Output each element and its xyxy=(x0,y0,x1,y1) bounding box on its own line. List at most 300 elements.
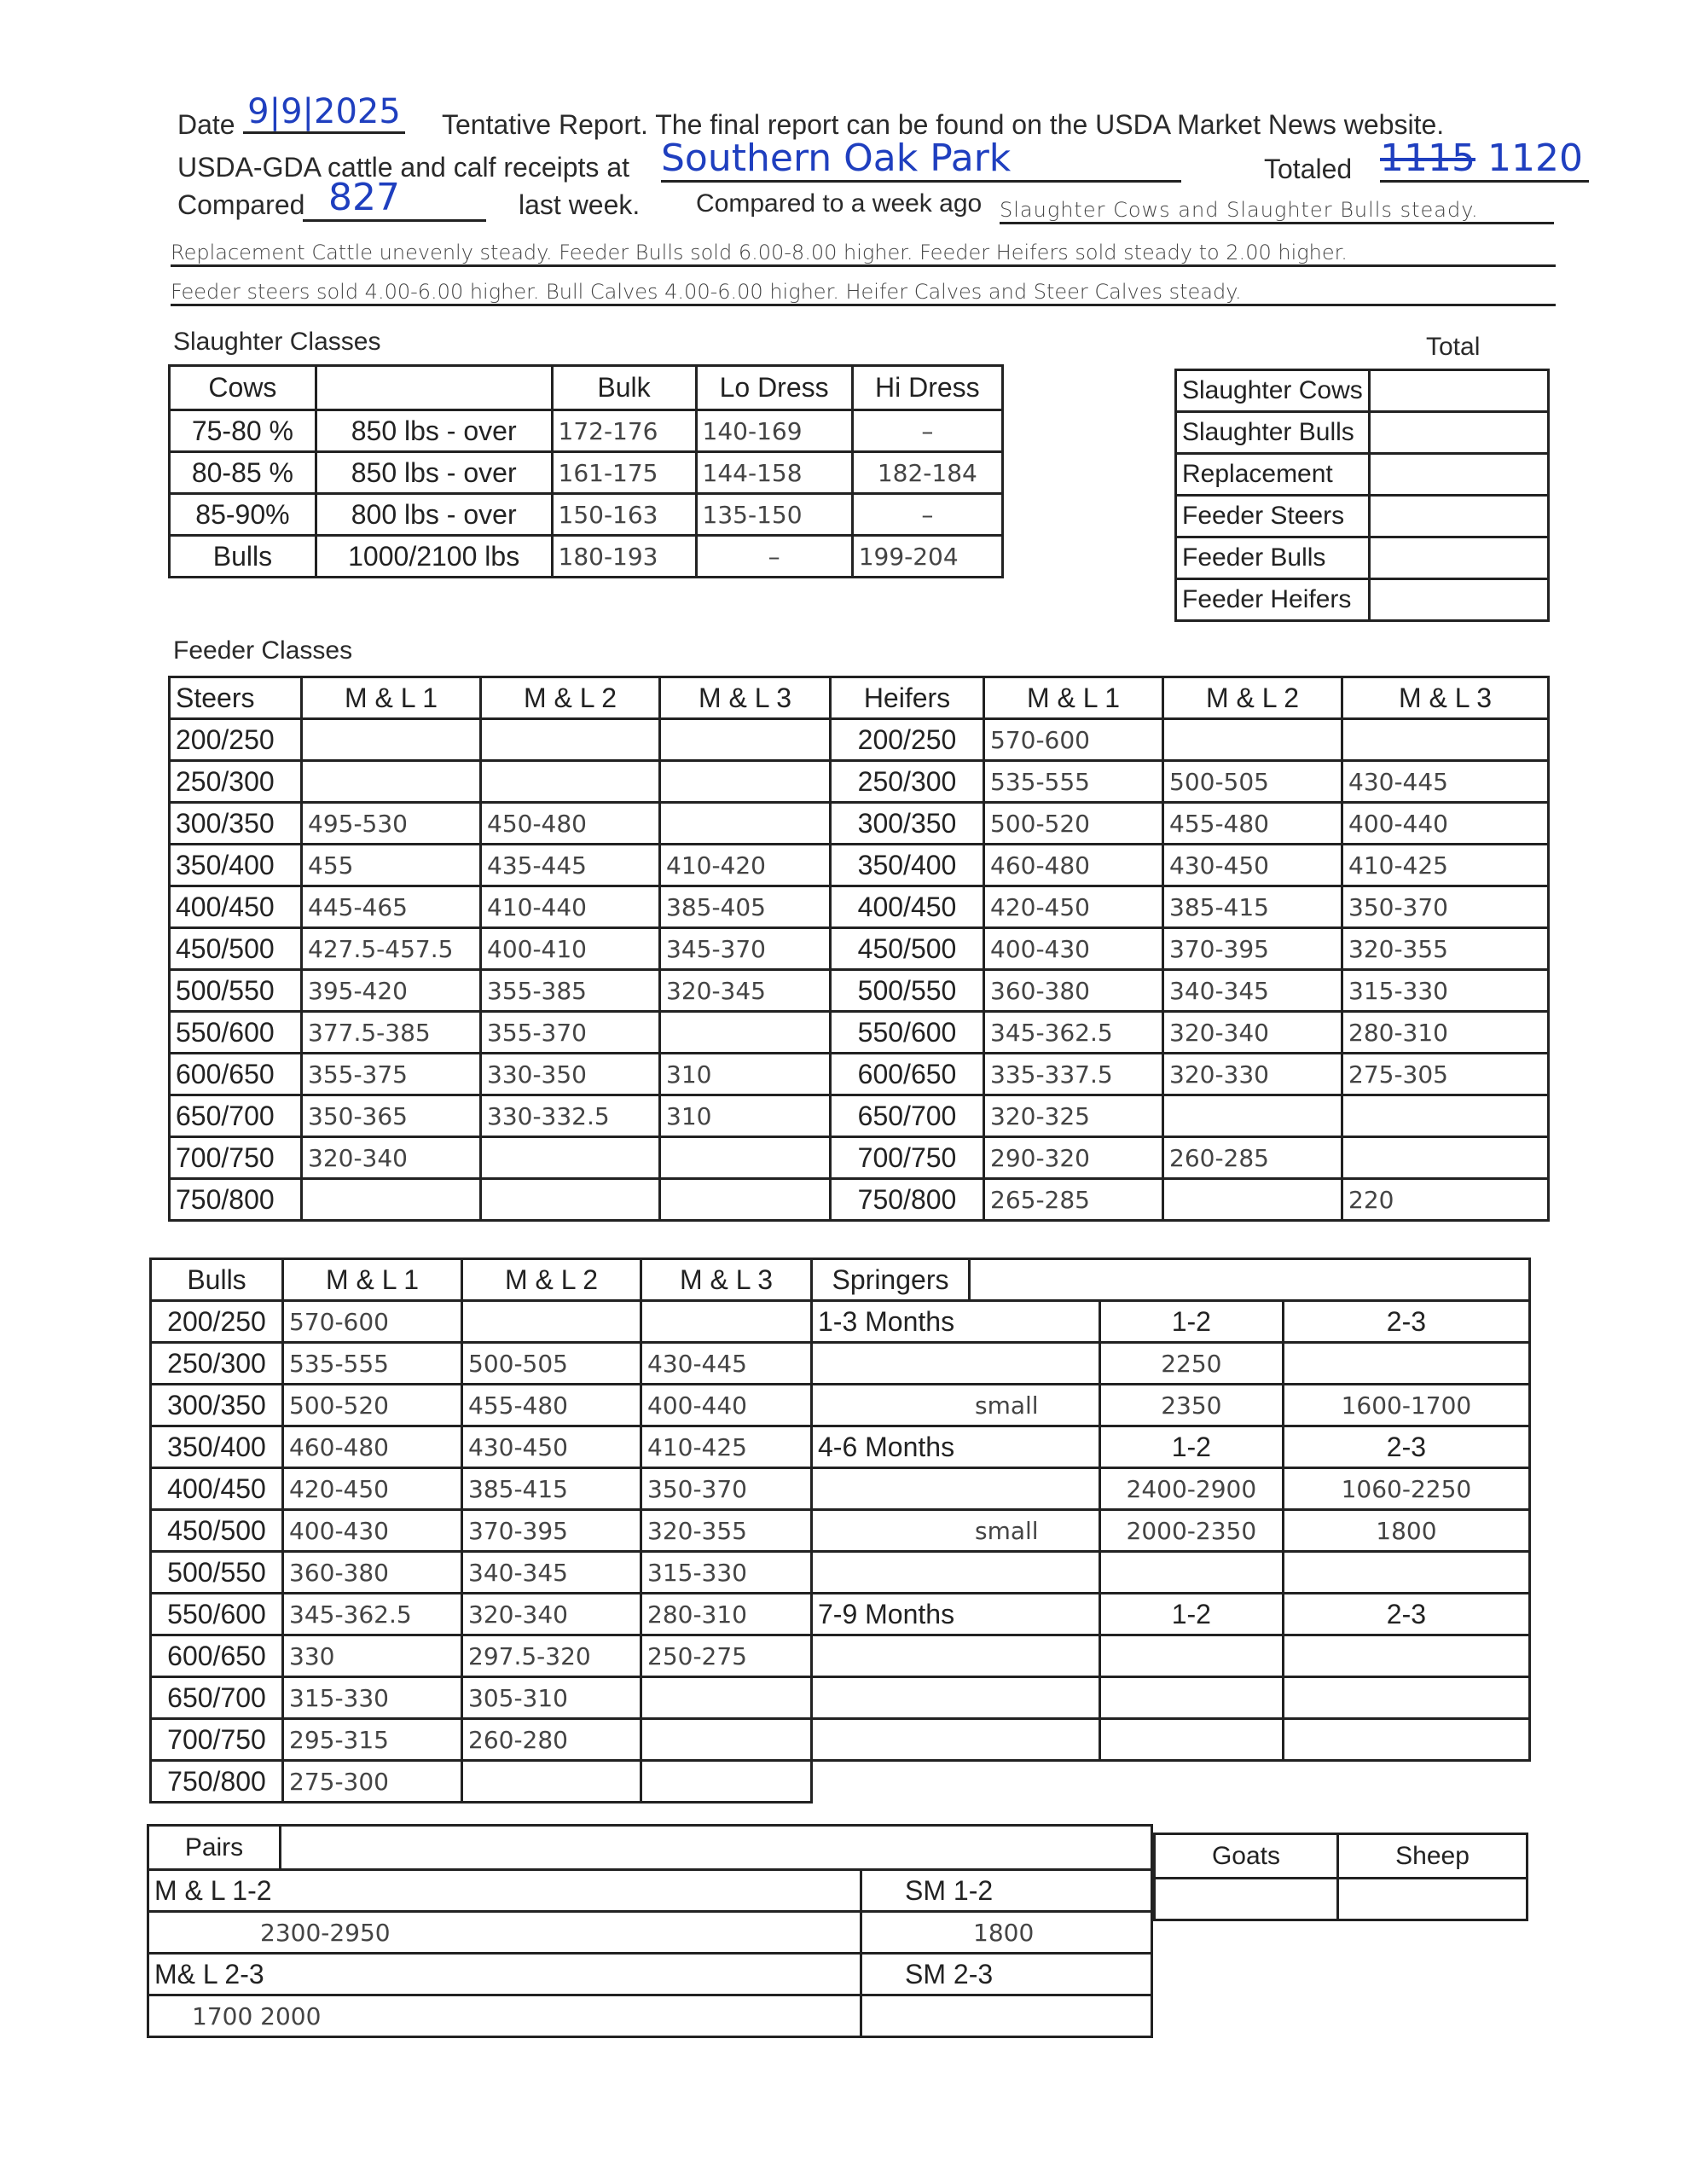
heifer-weight-cell: 200/250 xyxy=(831,719,984,761)
heifer-ml3-cell: 220 xyxy=(1342,1179,1549,1221)
table-row xyxy=(151,1385,1530,1426)
heifer-ml2-cell: 340-345 xyxy=(1163,970,1342,1012)
grade-cell: 85-90% xyxy=(170,494,316,536)
bull-ml2-cell xyxy=(462,1761,641,1803)
steer-ml2-cell xyxy=(481,761,660,803)
table-row xyxy=(1176,537,1549,579)
slaughter-section-title: Slaughter Classes xyxy=(173,328,381,356)
heifer-ml2-cell: 370-395 xyxy=(1163,928,1342,970)
steer-weight-cell: 600/650 xyxy=(170,1054,302,1095)
bull-ml2-cell: 297.5-320 xyxy=(462,1635,641,1677)
report-notice: Tentative Report. The final report can be found on the USDA Market News website. xyxy=(442,109,1445,140)
springers-1-2-cell: 2250 xyxy=(1099,1343,1283,1385)
steer-weight-cell: 300/350 xyxy=(170,803,302,845)
total-value[interactable] xyxy=(1369,496,1548,537)
steer-weight-cell: 450/500 xyxy=(170,928,302,970)
lo-dress-cell: 135-150 xyxy=(696,494,852,536)
springers-1-2-cell xyxy=(1099,1635,1283,1677)
springers-note-cell xyxy=(812,1552,1100,1594)
week-ago-label: Compared to a week ago xyxy=(696,189,983,218)
springers-header: Springers xyxy=(812,1259,970,1301)
grade-cell: Bulls xyxy=(170,536,316,578)
table-row xyxy=(148,1995,1152,2037)
bull-ml2-cell: 260-280 xyxy=(462,1719,641,1761)
heifer-ml1-cell: 345-362.5 xyxy=(984,1012,1163,1054)
table-row xyxy=(1176,370,1549,412)
steer-weight-cell: 500/550 xyxy=(170,970,302,1012)
springers-note-cell xyxy=(812,1719,1100,1761)
weight-cell: 850 lbs - over xyxy=(316,452,552,494)
weight-cell: 850 lbs - over xyxy=(316,410,552,452)
heifer-weight-cell: 550/600 xyxy=(831,1012,984,1054)
col-header: M & L 3 xyxy=(1342,677,1549,719)
total-label: Slaughter Bulls xyxy=(1176,412,1370,454)
springers-2-3-cell: 2-3 xyxy=(1283,1594,1529,1635)
total-value[interactable] xyxy=(1369,537,1548,579)
heifer-ml3-cell xyxy=(1342,719,1549,761)
steer-ml1-cell: 455 xyxy=(302,845,481,886)
steer-ml3-cell xyxy=(660,803,831,845)
col-header: M & L 2 xyxy=(462,1259,641,1301)
pairs-label: M & L 1-2 xyxy=(148,1870,861,1912)
heifer-weight-cell: 450/500 xyxy=(831,928,984,970)
steer-ml1-cell: 320-340 xyxy=(302,1137,481,1179)
springers-note-cell: small xyxy=(812,1385,1100,1426)
goats-sheep-table xyxy=(1153,1833,1528,1921)
table-header-row xyxy=(1155,1834,1528,1879)
table-row xyxy=(151,1301,1530,1343)
sheep-header: Sheep xyxy=(1338,1834,1528,1879)
heifer-weight-cell: 300/350 xyxy=(831,803,984,845)
steer-weight-cell: 400/450 xyxy=(170,886,302,928)
steer-ml2-cell xyxy=(481,1137,660,1179)
springers-2-3-cell xyxy=(1283,1719,1529,1761)
steer-ml1-cell: 445-465 xyxy=(302,886,481,928)
bulls-springers-table xyxy=(149,1258,1531,1804)
bull-ml2-cell: 320-340 xyxy=(462,1594,641,1635)
heifer-ml3-cell: 410-425 xyxy=(1342,845,1549,886)
slaughter-table xyxy=(168,364,1004,578)
pairs-label: SM 2-3 xyxy=(861,1954,1152,1995)
total-value[interactable] xyxy=(1369,579,1548,621)
bull-ml3-cell: 250-275 xyxy=(641,1635,812,1677)
pairs-header-blank xyxy=(281,1826,1152,1870)
table-row xyxy=(148,1912,1152,1954)
bull-ml3-cell xyxy=(641,1761,812,1803)
heifer-ml1-cell: 400-430 xyxy=(984,928,1163,970)
springers-1-2-cell: 1-2 xyxy=(1099,1301,1283,1343)
springers-note-cell xyxy=(812,1468,1100,1510)
bull-ml3-cell xyxy=(641,1677,812,1719)
grade-cell: 75-80 % xyxy=(170,410,316,452)
heifer-ml2-cell: 500-505 xyxy=(1163,761,1342,803)
heifer-ml2-cell: 385-415 xyxy=(1163,886,1342,928)
heifer-ml3-cell: 350-370 xyxy=(1342,886,1549,928)
table-row xyxy=(170,410,1003,452)
pairs-value xyxy=(861,1995,1152,2037)
heifer-ml1-cell: 535-555 xyxy=(984,761,1163,803)
heifer-ml2-cell: 320-340 xyxy=(1163,1012,1342,1054)
heifer-ml1-cell: 290-320 xyxy=(984,1137,1163,1179)
steer-ml1-cell: 350-365 xyxy=(302,1095,481,1137)
steer-ml1-cell: 495-530 xyxy=(302,803,481,845)
springers-age-label: 1-3 Months xyxy=(812,1301,1100,1343)
springers-1-2-cell: 1-2 xyxy=(1099,1594,1283,1635)
steer-ml1-cell: 395-420 xyxy=(302,970,481,1012)
heifer-ml2-cell: 260-285 xyxy=(1163,1137,1342,1179)
col-header: M & L 1 xyxy=(302,677,481,719)
col-header: M & L 3 xyxy=(660,677,831,719)
goats-header: Goats xyxy=(1155,1834,1338,1879)
bull-ml3-cell: 280-310 xyxy=(641,1594,812,1635)
springers-1-2-cell xyxy=(1099,1552,1283,1594)
sheep-value[interactable] xyxy=(1338,1879,1528,1920)
weight-cell: 1000/2100 lbs xyxy=(316,536,552,578)
hi-dress-cell: – xyxy=(852,410,1002,452)
springers-note-cell: small xyxy=(812,1510,1100,1552)
table-row xyxy=(170,1179,1549,1221)
springers-1-2-cell xyxy=(1099,1719,1283,1761)
table-header-row xyxy=(170,677,1549,719)
steer-weight-cell: 550/600 xyxy=(170,1012,302,1054)
lo-dress-cell: 140-169 xyxy=(696,410,852,452)
heifer-weight-cell: 400/450 xyxy=(831,886,984,928)
bull-ml3-cell: 315-330 xyxy=(641,1552,812,1594)
table-row xyxy=(151,1426,1530,1468)
steer-ml3-cell xyxy=(660,761,831,803)
heifer-weight-cell: 650/700 xyxy=(831,1095,984,1137)
steer-ml2-cell: 355-370 xyxy=(481,1012,660,1054)
steer-weight-cell: 250/300 xyxy=(170,761,302,803)
table-header-row xyxy=(151,1259,1530,1301)
springers-1-2-cell: 1-2 xyxy=(1099,1426,1283,1468)
springers-2-3-cell xyxy=(1283,1343,1529,1385)
bulk-cell: 150-163 xyxy=(552,494,696,536)
steer-ml1-cell xyxy=(302,761,481,803)
bull-ml2-cell: 385-415 xyxy=(462,1468,641,1510)
heifer-ml2-cell xyxy=(1163,1095,1342,1137)
steer-ml2-cell: 450-480 xyxy=(481,803,660,845)
heifer-ml1-cell: 500-520 xyxy=(984,803,1163,845)
lo-dress-cell: 144-158 xyxy=(696,452,852,494)
heifer-ml2-cell: 455-480 xyxy=(1163,803,1342,845)
heifer-ml3-cell xyxy=(1342,1095,1549,1137)
col-header: Cows xyxy=(170,366,316,410)
col-header: Steers xyxy=(170,677,302,719)
steer-ml2-cell: 355-385 xyxy=(481,970,660,1012)
bull-weight-cell: 400/450 xyxy=(151,1468,283,1510)
bull-ml1-cell: 295-315 xyxy=(283,1719,462,1761)
heifer-weight-cell: 700/750 xyxy=(831,1137,984,1179)
total-value[interactable] xyxy=(1369,370,1548,412)
heifer-ml1-cell: 460-480 xyxy=(984,845,1163,886)
table-row xyxy=(1176,496,1549,537)
bull-weight-cell: 700/750 xyxy=(151,1719,283,1761)
steer-weight-cell: 700/750 xyxy=(170,1137,302,1179)
bull-weight-cell: 250/300 xyxy=(151,1343,283,1385)
table-header-row xyxy=(170,366,1003,410)
heifer-ml2-cell: 320-330 xyxy=(1163,1054,1342,1095)
col-header: Lo Dress xyxy=(696,366,852,410)
heifer-ml3-cell: 400-440 xyxy=(1342,803,1549,845)
springers-2-3-cell: 1600-1700 xyxy=(1283,1385,1529,1426)
steer-ml3-cell xyxy=(660,1179,831,1221)
table-row xyxy=(170,719,1549,761)
bull-ml1-cell: 330 xyxy=(283,1635,462,1677)
table-row xyxy=(170,928,1549,970)
totaled-label: Totaled xyxy=(1264,154,1353,184)
bull-ml2-cell xyxy=(462,1301,641,1343)
bull-ml1-cell: 420-450 xyxy=(283,1468,462,1510)
table-row xyxy=(170,1137,1549,1179)
bull-ml2-cell: 500-505 xyxy=(462,1343,641,1385)
bull-ml3-cell: 410-425 xyxy=(641,1426,812,1468)
table-row xyxy=(151,1594,1530,1635)
bulk-cell: 180-193 xyxy=(552,536,696,578)
total-label: Slaughter Cows xyxy=(1176,370,1370,412)
date-label: Date xyxy=(177,109,235,140)
bull-ml1-cell: 535-555 xyxy=(283,1343,462,1385)
last-week-label: last week. xyxy=(519,189,641,220)
springers-1-2-cell: 2000-2350 xyxy=(1099,1510,1283,1552)
heifer-ml1-cell: 420-450 xyxy=(984,886,1163,928)
hi-dress-cell: 199-204 xyxy=(852,536,1002,578)
total-label: Feeder Bulls xyxy=(1176,537,1370,579)
bull-ml1-cell: 400-430 xyxy=(283,1510,462,1552)
bull-ml3-cell: 400-440 xyxy=(641,1385,812,1426)
table-row xyxy=(148,1954,1152,1995)
springers-2-3-cell xyxy=(1283,1635,1529,1677)
heifer-ml1-cell: 265-285 xyxy=(984,1179,1163,1221)
steer-ml2-cell: 400-410 xyxy=(481,928,660,970)
totaled-corrected-value: 1120 xyxy=(1487,136,1583,180)
steer-ml1-cell xyxy=(302,719,481,761)
lo-dress-cell: – xyxy=(696,536,852,578)
bulk-cell: 161-175 xyxy=(552,452,696,494)
springers-age-label: 4-6 Months xyxy=(812,1426,1100,1468)
bulk-cell: 172-176 xyxy=(552,410,696,452)
bull-weight-cell: 200/250 xyxy=(151,1301,283,1343)
table-row xyxy=(1176,412,1549,454)
steer-weight-cell: 200/250 xyxy=(170,719,302,761)
table-row xyxy=(1176,579,1549,621)
steer-ml3-cell: 310 xyxy=(660,1054,831,1095)
total-value[interactable] xyxy=(1369,454,1548,496)
steer-weight-cell: 750/800 xyxy=(170,1179,302,1221)
table-row xyxy=(170,1095,1549,1137)
table-row xyxy=(151,1761,1530,1803)
bull-weight-cell: 600/650 xyxy=(151,1635,283,1677)
pairs-header: Pairs xyxy=(148,1826,281,1870)
table-row xyxy=(170,536,1003,578)
heifer-ml3-cell: 320-355 xyxy=(1342,928,1549,970)
total-value[interactable] xyxy=(1369,412,1548,454)
steer-ml2-cell xyxy=(481,719,660,761)
springers-note-cell xyxy=(812,1343,1100,1385)
springers-2-3-cell: 1060-2250 xyxy=(1283,1468,1529,1510)
col-header: M & L 2 xyxy=(1163,677,1342,719)
table-row xyxy=(170,803,1549,845)
heifer-ml2-cell: 430-450 xyxy=(1163,845,1342,886)
springers-2-3-cell xyxy=(1283,1552,1529,1594)
heifer-weight-cell: 750/800 xyxy=(831,1179,984,1221)
compared-value: 827 xyxy=(303,176,486,222)
table-row xyxy=(151,1510,1530,1552)
goats-value[interactable] xyxy=(1155,1879,1338,1920)
table-row xyxy=(170,845,1549,886)
bull-weight-cell: 500/550 xyxy=(151,1552,283,1594)
col-header: M & L 1 xyxy=(283,1259,462,1301)
steer-ml3-cell: 410-420 xyxy=(660,845,831,886)
heifer-ml3-cell: 315-330 xyxy=(1342,970,1549,1012)
table-row xyxy=(1176,454,1549,496)
springers-age-label: 7-9 Months xyxy=(812,1594,1100,1635)
totals-table xyxy=(1174,369,1550,622)
springers-note-cell xyxy=(812,1635,1100,1677)
steer-ml2-cell: 435-445 xyxy=(481,845,660,886)
hi-dress-cell: – xyxy=(852,494,1002,536)
bull-ml3-cell: 320-355 xyxy=(641,1510,812,1552)
heifer-weight-cell: 500/550 xyxy=(831,970,984,1012)
col-header: M & L 2 xyxy=(481,677,660,719)
steer-ml3-cell xyxy=(660,719,831,761)
steer-ml3-cell: 385-405 xyxy=(660,886,831,928)
table-row xyxy=(170,1054,1549,1095)
heifer-ml3-cell: 275-305 xyxy=(1342,1054,1549,1095)
col-header xyxy=(316,366,552,410)
springers-1-2-cell xyxy=(1099,1677,1283,1719)
col-header: Hi Dress xyxy=(852,366,1002,410)
steer-ml2-cell: 410-440 xyxy=(481,886,660,928)
steer-ml2-cell xyxy=(481,1179,660,1221)
bull-ml1-cell: 345-362.5 xyxy=(283,1594,462,1635)
springers-header-blank xyxy=(970,1259,1530,1301)
table-row xyxy=(151,1719,1530,1761)
bull-ml2-cell: 340-345 xyxy=(462,1552,641,1594)
total-label: Replacement xyxy=(1176,454,1370,496)
heifer-ml1-cell: 360-380 xyxy=(984,970,1163,1012)
steer-weight-cell: 350/400 xyxy=(170,845,302,886)
springers-1-2-cell: 2350 xyxy=(1099,1385,1283,1426)
table-row xyxy=(1155,1879,1528,1920)
bull-ml2-cell: 455-480 xyxy=(462,1385,641,1426)
table-row xyxy=(151,1343,1530,1385)
steer-ml2-cell: 330-350 xyxy=(481,1054,660,1095)
market-comment-line-1: Slaughter Cows and Slaughter Bulls steady. xyxy=(1000,198,1554,224)
heifer-ml2-cell xyxy=(1163,719,1342,761)
table-header-row xyxy=(148,1826,1152,1870)
springers-2-3-cell: 2-3 xyxy=(1283,1426,1529,1468)
steer-ml3-cell xyxy=(660,1012,831,1054)
bull-weight-cell: 650/700 xyxy=(151,1677,283,1719)
table-row xyxy=(151,1635,1530,1677)
feeder-section-title: Feeder Classes xyxy=(173,636,353,665)
col-header: Bulk xyxy=(552,366,696,410)
table-row xyxy=(151,1677,1530,1719)
bull-ml1-cell: 460-480 xyxy=(283,1426,462,1468)
heifer-ml3-cell xyxy=(1342,1137,1549,1179)
hi-dress-cell: 182-184 xyxy=(852,452,1002,494)
date-value: 9|9|2025 xyxy=(243,92,405,134)
bull-ml1-cell: 360-380 xyxy=(283,1552,462,1594)
bull-weight-cell: 550/600 xyxy=(151,1594,283,1635)
heifer-ml1-cell: 335-337.5 xyxy=(984,1054,1163,1095)
steer-ml1-cell: 427.5-457.5 xyxy=(302,928,481,970)
compared-label: Compared xyxy=(177,189,305,220)
location-value: Southern Oak Park xyxy=(661,136,1181,183)
pairs-label: SM 1-2 xyxy=(861,1870,1152,1912)
weight-cell: 800 lbs - over xyxy=(316,494,552,536)
springers-2-3-cell xyxy=(1283,1677,1529,1719)
bull-ml2-cell: 305-310 xyxy=(462,1677,641,1719)
totaled-value xyxy=(1380,136,1589,183)
bull-ml1-cell: 500-520 xyxy=(283,1385,462,1426)
springers-2-3-cell: 2-3 xyxy=(1283,1301,1529,1343)
totaled-struck-value: 1115 xyxy=(1380,136,1475,180)
bull-ml1-cell: 570-600 xyxy=(283,1301,462,1343)
bull-ml2-cell: 430-450 xyxy=(462,1426,641,1468)
pairs-value: 2300-2950 xyxy=(148,1912,861,1954)
bull-weight-cell: 750/800 xyxy=(151,1761,283,1803)
table-row xyxy=(151,1468,1530,1510)
steer-ml3-cell: 310 xyxy=(660,1095,831,1137)
heifer-ml1-cell: 320-325 xyxy=(984,1095,1163,1137)
table-row xyxy=(148,1870,1152,1912)
steer-weight-cell: 650/700 xyxy=(170,1095,302,1137)
total-label: Feeder Steers xyxy=(1176,496,1370,537)
heifer-weight-cell: 350/400 xyxy=(831,845,984,886)
steer-ml1-cell: 355-375 xyxy=(302,1054,481,1095)
total-label: Feeder Heifers xyxy=(1176,579,1370,621)
receipts-label: USDA-GDA cattle and calf receipts at xyxy=(177,152,629,183)
bull-ml3-cell: 350-370 xyxy=(641,1468,812,1510)
bull-weight-cell: 350/400 xyxy=(151,1426,283,1468)
totals-title: Total xyxy=(1426,333,1481,361)
bull-weight-cell: 450/500 xyxy=(151,1510,283,1552)
col-header: Heifers xyxy=(831,677,984,719)
table-row xyxy=(151,1552,1530,1594)
grade-cell: 80-85 % xyxy=(170,452,316,494)
steer-ml1-cell xyxy=(302,1179,481,1221)
steer-ml1-cell: 377.5-385 xyxy=(302,1012,481,1054)
table-row xyxy=(170,494,1003,536)
springers-note-cell xyxy=(812,1677,1100,1719)
steer-ml2-cell: 330-332.5 xyxy=(481,1095,660,1137)
pairs-value: 1800 xyxy=(861,1912,1152,1954)
pairs-value: 1700 2000 xyxy=(148,1995,861,2037)
table-row xyxy=(170,1012,1549,1054)
market-comment-line-3: Feeder steers sold 4.00-6.00 higher. Bull Calves 4.00-6.00 higher. Heifer Calves and Steer Calves steady. xyxy=(171,280,1556,306)
col-header: M & L 3 xyxy=(641,1259,812,1301)
bull-ml2-cell: 370-395 xyxy=(462,1510,641,1552)
heifer-weight-cell: 600/650 xyxy=(831,1054,984,1095)
heifer-ml3-cell: 280-310 xyxy=(1342,1012,1549,1054)
market-comment-line-2: Replacement Cattle unevenly steady. Feeder Bulls sold 6.00-8.00 higher. Feeder Heifers sold steady to 2.00 higher. xyxy=(171,241,1556,267)
heifer-ml1-cell: 570-600 xyxy=(984,719,1163,761)
bull-ml1-cell: 315-330 xyxy=(283,1677,462,1719)
pairs-label: M& L 2-3 xyxy=(148,1954,861,1995)
table-row xyxy=(170,886,1549,928)
table-row xyxy=(170,761,1549,803)
springers-1-2-cell: 2400-2900 xyxy=(1099,1468,1283,1510)
bull-ml3-cell xyxy=(641,1719,812,1761)
bull-ml3-cell xyxy=(641,1301,812,1343)
steer-ml3-cell: 320-345 xyxy=(660,970,831,1012)
heifer-weight-cell: 250/300 xyxy=(831,761,984,803)
steer-ml3-cell: 345-370 xyxy=(660,928,831,970)
bull-ml1-cell: 275-300 xyxy=(283,1761,462,1803)
pairs-table xyxy=(147,1824,1153,2038)
